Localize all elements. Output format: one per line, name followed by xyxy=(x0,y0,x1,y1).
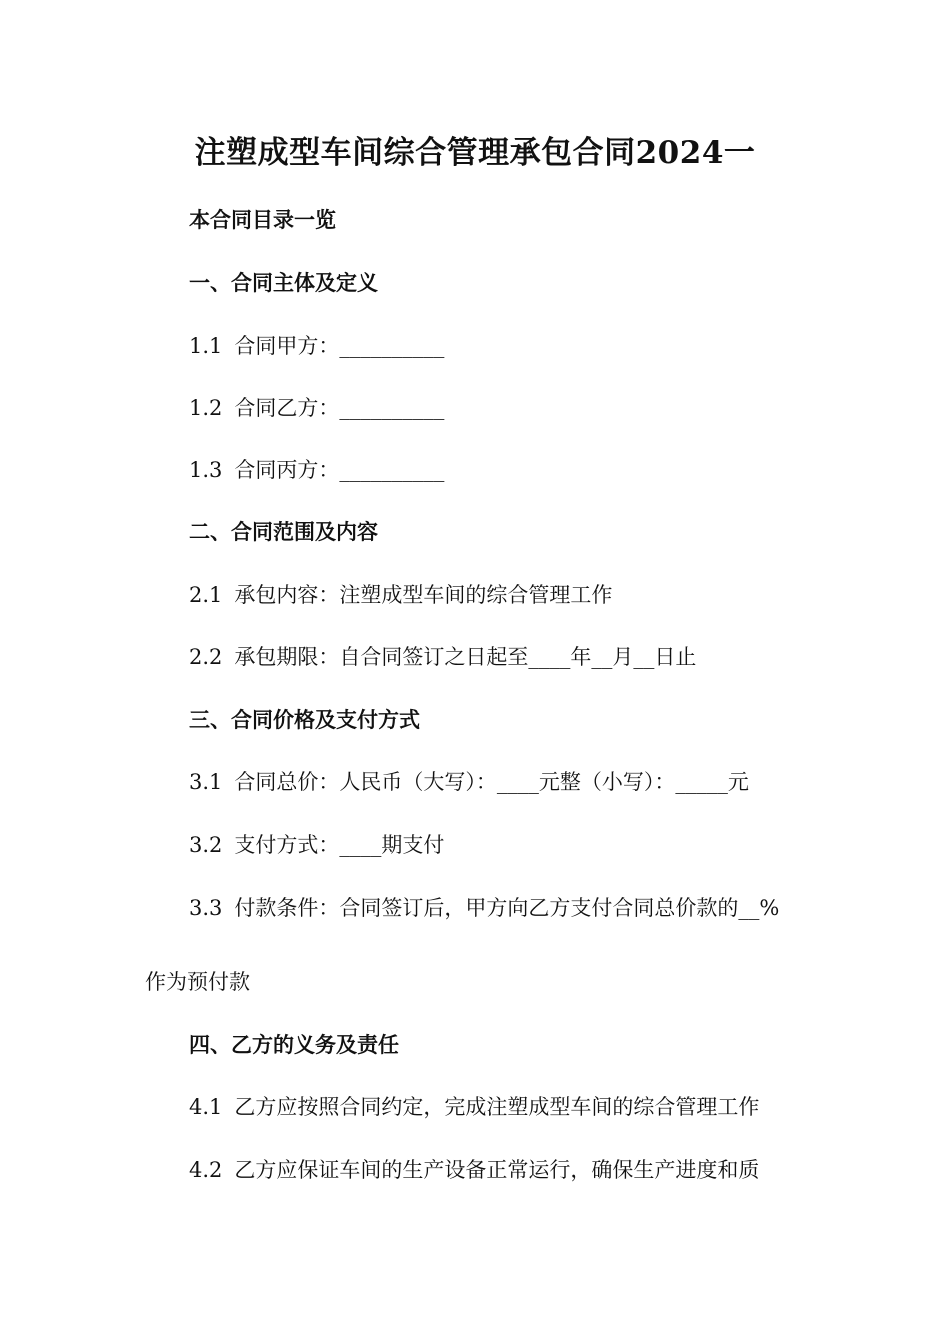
toc-heading: 本合同目录一览 xyxy=(189,207,336,232)
clause-text: 支付方式：____期支付 xyxy=(234,833,445,857)
clause-text: 合同丙方：__________ xyxy=(234,458,445,482)
clause-1-1 xyxy=(189,331,444,361)
clause-number: 1.3 xyxy=(189,458,223,482)
clause-text: 乙方应按照合同约定，完成注塑成型车间的综合管理工作 xyxy=(234,1095,760,1119)
clause-text: 乙方应保证车间的生产设备正常运行，确保生产进度和质 xyxy=(234,1158,760,1182)
clause-number: 3.3 xyxy=(189,896,223,920)
clause-number: 4.2 xyxy=(189,1158,223,1182)
clause-3-3 xyxy=(189,893,779,923)
section-heading-2: 二、合同范围及内容 xyxy=(189,519,378,544)
clause-3-2 xyxy=(189,830,444,860)
clause-1-2 xyxy=(189,393,444,423)
clause-number: 1.1 xyxy=(189,334,223,358)
clause-text: 承包内容：注塑成型车间的综合管理工作 xyxy=(234,583,613,607)
clause-number: 4.1 xyxy=(189,1095,223,1119)
clause-number: 1.2 xyxy=(189,396,223,420)
clause-3-3-continuation: 作为预付款 xyxy=(145,970,250,994)
clause-number: 2.1 xyxy=(189,583,223,607)
clause-4-2 xyxy=(189,1155,759,1185)
section-heading-3: 三、合同价格及支付方式 xyxy=(189,707,420,732)
clause-text: 合同甲方：__________ xyxy=(234,334,445,358)
clause-2-2 xyxy=(189,642,696,672)
clause-1-3 xyxy=(189,455,444,485)
clause-number: 3.1 xyxy=(189,770,223,794)
section-heading-4: 四、乙方的义务及责任 xyxy=(189,1032,399,1057)
document-title: 注塑成型车间综合管理承包合同2024一 xyxy=(194,135,756,171)
clause-number: 3.2 xyxy=(189,833,223,857)
clause-text: 承包期限：自合同签订之日起至____年__月__日止 xyxy=(234,645,697,669)
clause-3-1 xyxy=(189,767,749,797)
section-heading-1: 一、合同主体及定义 xyxy=(189,270,378,295)
clause-number: 2.2 xyxy=(189,645,223,669)
clause-text: 合同总价：人民币（大写）：____元整（小写）：_____元 xyxy=(234,770,749,794)
clause-text: 合同乙方：__________ xyxy=(234,396,445,420)
clause-4-1 xyxy=(189,1092,759,1122)
clause-2-1 xyxy=(189,580,612,610)
clause-text: 付款条件：合同签订后，甲方向乙方支付合同总价款的__% xyxy=(234,896,780,920)
